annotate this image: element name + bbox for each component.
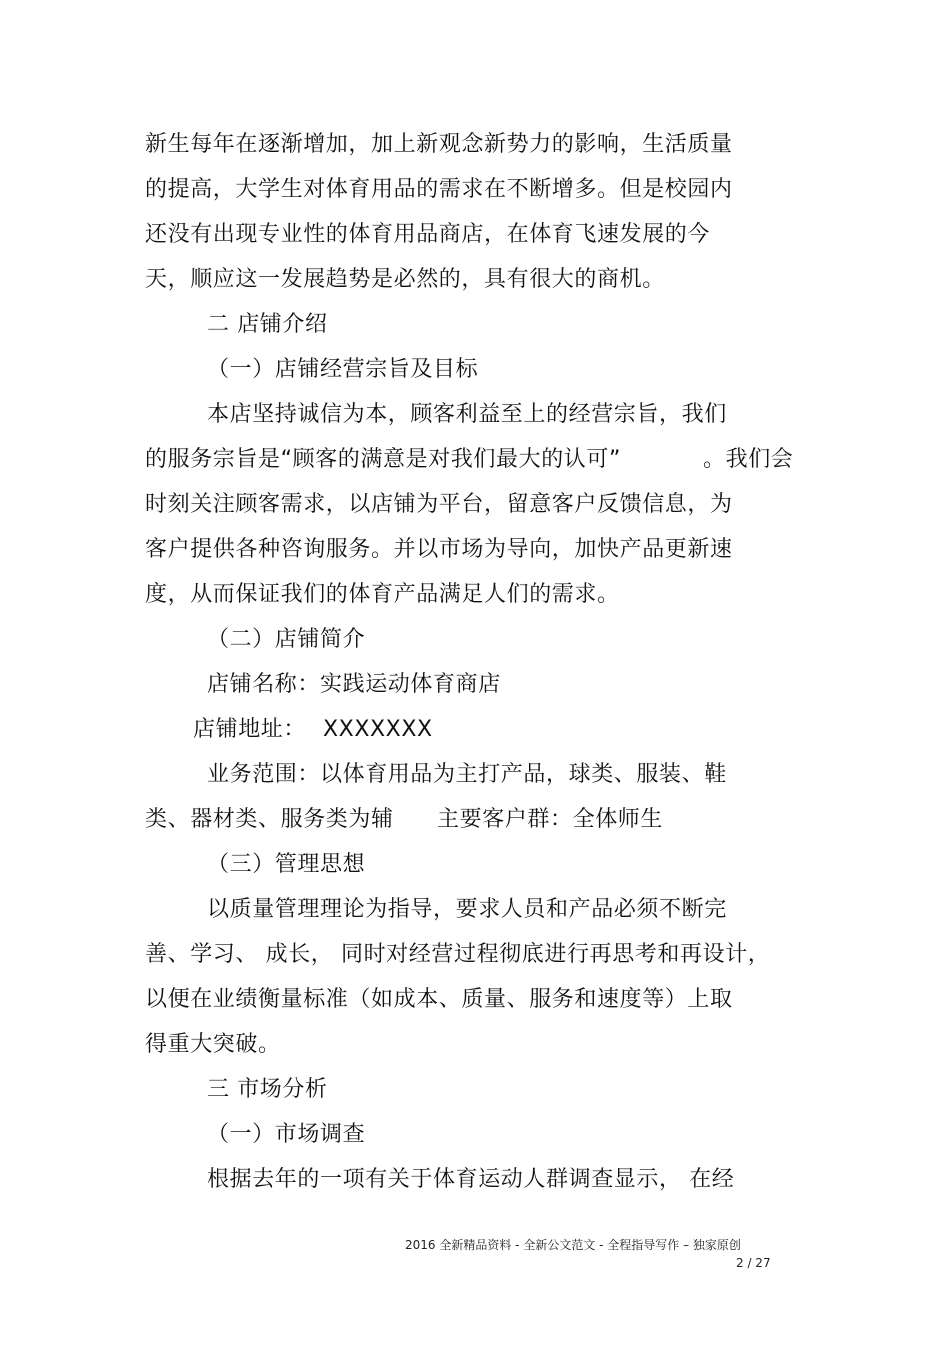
body-text-line: 天，顺应这一发展趋势是必然的，具有很大的商机。 xyxy=(145,267,665,292)
body-text-line: 。我们会 xyxy=(703,447,794,472)
body-text-line: 的提高，大学生对体育用品的需求在不断增多。但是校园内 xyxy=(145,177,733,202)
body-text-line: 度，从而保证我们的体育产品满足人们的需求。 xyxy=(145,582,620,607)
body-text-line: 根据去年的一项有关于体育运动人群调查显示， 在经 xyxy=(207,1167,735,1192)
page-number: 2 / 27 xyxy=(736,1256,771,1270)
subsection-heading: （一）店铺经营宗旨及目标 xyxy=(207,357,479,382)
store-address-label: 店铺地址： xyxy=(193,717,307,742)
store-address-value: XXXXXXX xyxy=(323,717,433,742)
body-text-line: 以质量管理理论为指导，要求人员和产品必须不断完 xyxy=(207,897,727,922)
body-text-line: 新生每年在逐渐增加，加上新观念新势力的影响，生活质量 xyxy=(145,132,733,157)
store-name-line: 店铺名称：实践运动体育商店 xyxy=(207,672,501,697)
section-heading: 三 市场分析 xyxy=(207,1077,328,1102)
section-heading: 二 店铺介绍 xyxy=(207,312,328,337)
body-text-line: 还没有出现专业性的体育用品商店，在体育飞速发展的今 xyxy=(145,222,711,247)
body-text-line: 得重大突破。 xyxy=(145,1032,281,1057)
body-text-line: 的服务宗旨是“顾客的满意是对我们最大的认可” xyxy=(145,447,621,472)
business-scope-line: 业务范围：以体育用品为主打产品，球类、服装、鞋 xyxy=(207,762,727,787)
body-text-line: 以便在业绩衡量标准（如成本、质量、服务和速度等）上取 xyxy=(145,987,733,1012)
target-customers-line: 主要客户群：全体师生 xyxy=(437,807,664,832)
body-text-line: 客户提供各种咨询服务。并以市场为导向，加快产品更新速 xyxy=(145,537,733,562)
body-text-line: 善、学习、 成长， 同时对经营过程彻底进行再思考和再设计， xyxy=(145,942,771,967)
footer-tagline: 2016 全新精品资料 - 全新公文范文 - 全程指导写作 – 独家原创 xyxy=(405,1238,741,1252)
business-scope-line: 类、器材类、服务类为辅 xyxy=(145,807,394,832)
subsection-heading: （二）店铺简介 xyxy=(207,627,366,652)
body-text-line: 本店坚持诚信为本，顾客利益至上的经营宗旨，我们 xyxy=(207,402,727,427)
subsection-heading: （一）市场调查 xyxy=(207,1122,366,1147)
body-text-line: 时刻关注顾客需求，以店铺为平台，留意客户反馈信息，为 xyxy=(145,492,733,517)
subsection-heading: （三）管理思想 xyxy=(207,852,366,877)
